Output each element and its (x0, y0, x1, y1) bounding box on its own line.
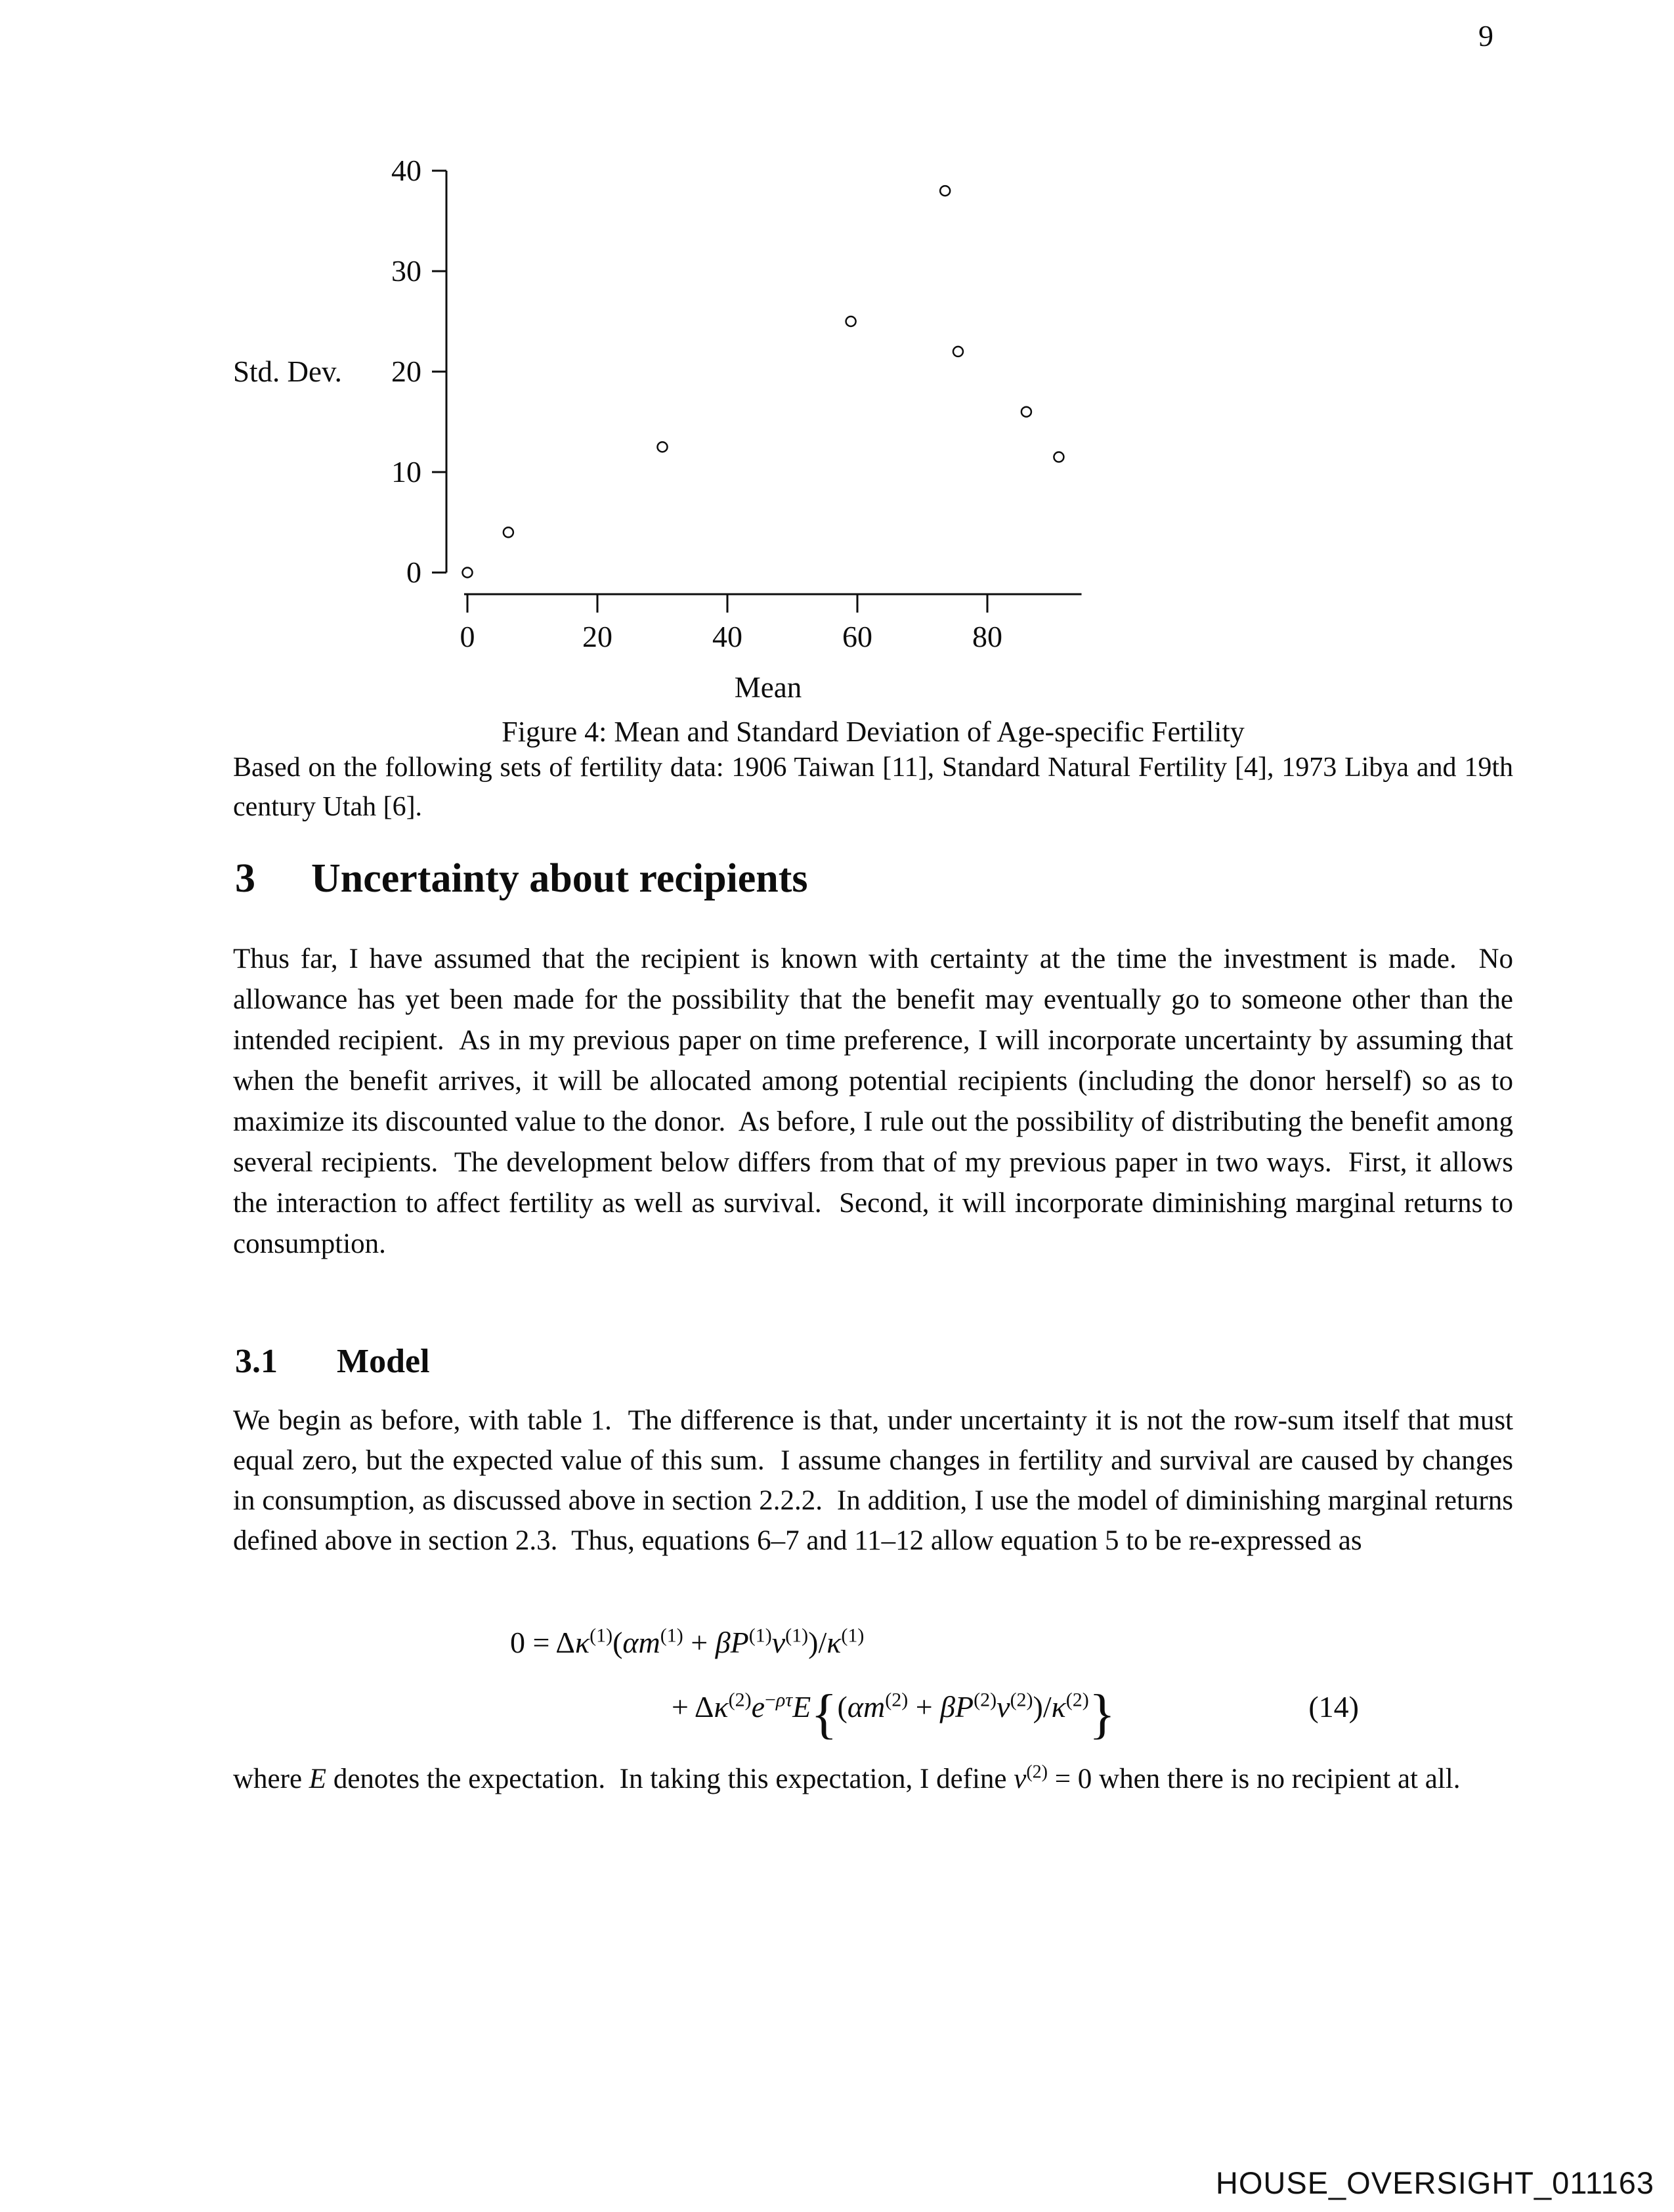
y-tick-label: 10 (391, 455, 421, 488)
section-3-1-number: 3.1 (235, 1343, 278, 1380)
y-axis-title: Std. Dev. (233, 355, 342, 388)
y-tick-label: 40 (391, 154, 421, 187)
x-tick-label: 0 (460, 620, 475, 653)
figure-4-chart-area (184, 118, 1142, 709)
equation-line-1: $0 = \Delta\kappa^{(1)}(\alpha m^{(1)} + \beta P^{(1)}v^{(1)})/\kappa^{(1)}$ (510, 1624, 865, 1659)
equation-line-2: + $\Delta\kappa^{(2)}e^{-\rho\tau}E\{(\alpha m^{(2)} + \beta P^{(2)}v^{(2)})/\kappa^{(2)}\}$ (672, 1683, 1116, 1745)
equation-14 (233, 1622, 1513, 1753)
data-point (1021, 407, 1031, 417)
x-tick-label: 20 (582, 620, 612, 653)
fertility-scatter-chart (184, 118, 1142, 709)
data-point (658, 442, 668, 452)
data-point (940, 186, 950, 196)
data-point (463, 568, 473, 578)
figure-note: Based on the following sets of fertility data: 1906 Taiwan [11], Standard Natural Fertility [4], 1973 Libya and 19th century Utah [6]. (233, 752, 1513, 822)
figure-caption: Figure 4: Mean and Standard Deviation of Age-specific Fertility (502, 716, 1245, 748)
equation-number: (14) (1308, 1690, 1359, 1724)
x-tick-label: 80 (972, 620, 1002, 653)
data-point (953, 347, 963, 357)
page-number: 9 (1478, 19, 1493, 53)
footer-bates-number: HOUSE_OVERSIGHT_011163 (1215, 2165, 1654, 2200)
y-tick-label: 30 (391, 254, 421, 288)
section-3-number: 3 (235, 856, 255, 901)
section-3-title: Uncertainty about recipients (311, 856, 808, 901)
x-tick-label: 60 (842, 620, 872, 653)
section-3-heading (235, 858, 1515, 899)
section-3-1-heading (235, 1345, 1515, 1379)
x-tick-label: 40 (712, 620, 742, 653)
y-tick-label: 0 (406, 555, 421, 589)
section-3-1-paragraph: We begin as before, with table 1. The difference is that, under uncertainty it is not the row-sum itself that must equal zero, but the expected value of this sum. I assume changes in fertility and survival are caused by changes in consumption, as discussed above in section 2.2.2. In addition, I use the model of diminishing marginal returns defined above in section 2.3. Thus, equations 6–7 and 11–12 allow equation 5 to be re-expressed as (233, 1405, 1513, 1556)
data-point (1054, 452, 1063, 462)
y-tick-label: 20 (391, 355, 421, 388)
section-3-paragraph: Thus far, I have assumed that the recipient is known with certainty at the time the investment is made. No allowance has yet been made for the possibility that the benefit may eventually go to someone other than the intended recipient. As in my previous paper on time preference, I will incorporate uncertainty by assuming that when the benefit arrives, it will be allocated among potential recipients (including the donor herself) so as to maximize its discounted value to the donor. As before, I rule out the possibility of distributing the benefit among several recipients. The development below differs from that of my previous paper in two ways. First, it allows the interaction to affect fertility as well as survival. Second, it will incorporate diminishing marginal returns to consumption. (233, 943, 1513, 1259)
data-point (504, 527, 513, 537)
post-equation-paragraph: where E denotes the expectation. In taking this expectation, I define $v^{(2)} = 0$ when there is no recipient at all. (233, 1762, 1461, 1794)
x-axis-title: Mean (734, 671, 802, 704)
section-3-1-title: Model (337, 1343, 430, 1380)
data-point (846, 316, 856, 326)
